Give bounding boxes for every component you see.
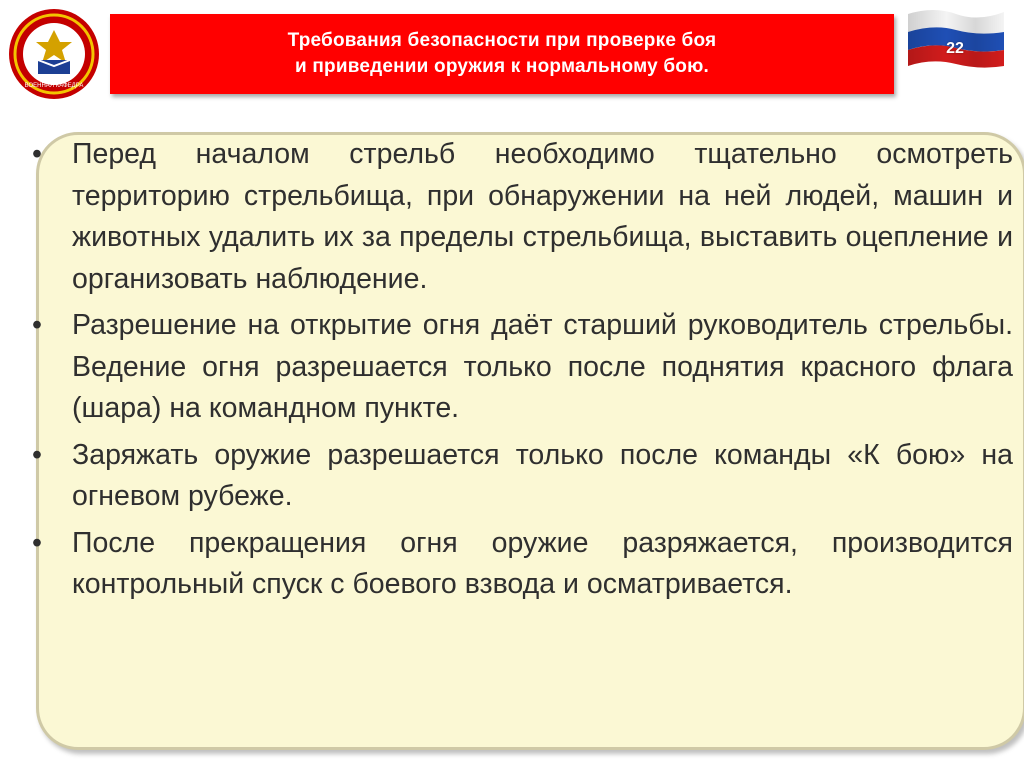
list-item-text: Перед началом стрельб необходимо тщательно осмотреть территорию стрельбища, при обнаружении на ней людей, машин и животных удалить их за пределы стрельбища, выставить оцепление и организовать наблюдение. [72,138,1013,295]
russian-flag-icon [904,6,1008,68]
bullet-icon: • [32,138,42,170]
list-item-text: После прекращения огня оружие разряжается, производится контрольный спуск с боевого взвода и осматривается. [72,526,1013,600]
list-item-text: Разрешение на открытие огня даёт старший руководитель стрельбы. Ведение огня разрешается только после поднятия красного флага (шара) на командном пункте. [72,309,1013,424]
page-title-line-2: и приведении оружия к нормальному бою. [294,56,709,77]
bullet-icon: • [32,526,42,559]
logo-caption: ВОЕННАЯ КАФЕДРА [24,83,84,89]
safety-rules-list [28,134,1013,611]
bullet-icon: • [32,438,42,471]
list-item [28,523,1013,606]
title-banner [110,14,894,94]
list-item [28,134,1013,300]
military-department-emblem-icon [8,8,100,100]
slide-number: 22 [946,40,964,57]
bullet-icon: • [32,309,42,341]
list-item [28,435,1013,518]
page-title-line-1: Требования безопасности при проверке боя [287,30,717,51]
list-item-text: Заряжать оружие разрешается только после команды «К бою» на огневом рубеже. [72,438,1013,512]
list-item [28,305,1013,430]
